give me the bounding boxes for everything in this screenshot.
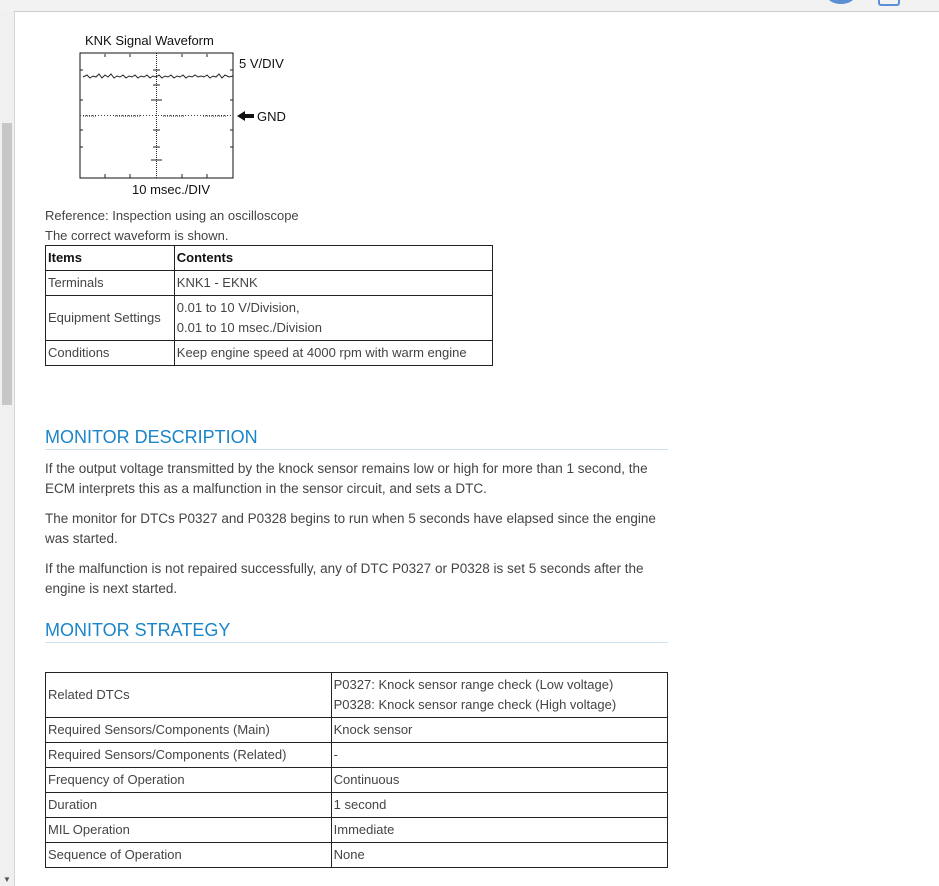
table-header: Contents [174, 246, 492, 271]
cell-line: P0328: Knock sensor range check (High voltage) [333, 697, 617, 712]
table-cell: MIL Operation [46, 818, 332, 843]
waveform-title: KNK Signal Waveform [85, 33, 214, 48]
table-cell: Knock sensor [331, 718, 667, 743]
waveform-note: The correct waveform is shown. [45, 228, 229, 243]
table-row [46, 718, 668, 743]
table-row [46, 743, 668, 768]
time-per-div-label: 10 msec./DIV [132, 182, 211, 197]
description-paragraph: The monitor for DTCs P0327 and P0328 begins to run when 5 seconds have elapsed since the engine was started. [45, 511, 656, 546]
description-paragraph: If the malfunction is not repaired successfully, any of DTC P0327 or P0328 is set 5 seconds after the engine is next started. [45, 561, 644, 596]
monitor-strategy-table [45, 672, 668, 868]
description-paragraph: If the output voltage transmitted by the knock sensor remains low or high for more than 1 second, the ECM interprets this as a malfunction in the sensor circuit, and sets a DTC. [45, 461, 648, 496]
table-cell: Frequency of Operation [46, 768, 332, 793]
table-cell: Conditions [46, 341, 175, 366]
table-row [46, 843, 668, 868]
volt-per-div-label: 5 V/DIV [239, 56, 284, 71]
monitor-description-heading: MONITOR DESCRIPTION [45, 426, 668, 450]
table-cell: Required Sensors/Components (Related) [46, 743, 332, 768]
table-cell: Sequence of Operation [46, 843, 332, 868]
tray-icon[interactable] [878, 0, 900, 6]
scroll-down-arrow-icon[interactable]: ▼ [3, 875, 11, 884]
table-cell: Related DTCs [46, 673, 332, 718]
reference-line: Reference: Inspection using an oscilloscope [45, 208, 299, 223]
table-header: Items [46, 246, 175, 271]
inspection-table [45, 245, 493, 366]
table-row [46, 793, 668, 818]
cell-line: 0.01 to 10 V/Division, [176, 300, 300, 315]
table-cell: Equipment Settings [46, 296, 175, 341]
table-row [46, 271, 493, 296]
scrollbar-thumb[interactable] [2, 123, 12, 405]
table-cell [331, 673, 667, 718]
table-cell: Keep engine speed at 4000 rpm with warm engine [174, 341, 492, 366]
gnd-label: GND [257, 109, 286, 124]
vertical-scrollbar[interactable] [0, 11, 15, 886]
table-cell: 1 second [331, 793, 667, 818]
table-cell: Terminals [46, 271, 175, 296]
table-cell: Required Sensors/Components (Main) [46, 718, 332, 743]
monitor-strategy-heading: MONITOR STRATEGY [45, 619, 668, 643]
table-row [46, 768, 668, 793]
profile-button[interactable] [826, 0, 856, 4]
cell-line: 0.01 to 10 msec./Division [176, 320, 323, 335]
cell-line: P0327: Knock sensor range check (Low voltage) [333, 677, 614, 692]
table-cell: None [331, 843, 667, 868]
table-header-row [46, 246, 493, 271]
table-cell: - [331, 743, 667, 768]
table-cell [174, 296, 492, 341]
table-row [46, 341, 493, 366]
table-cell: KNK1 - EKNK [174, 271, 492, 296]
table-cell: Continuous [331, 768, 667, 793]
table-row [46, 818, 668, 843]
table-cell: Immediate [331, 818, 667, 843]
knk-waveform-figure [45, 0, 305, 200]
table-row [46, 673, 668, 718]
table-row [46, 296, 493, 341]
table-cell: Duration [46, 793, 332, 818]
